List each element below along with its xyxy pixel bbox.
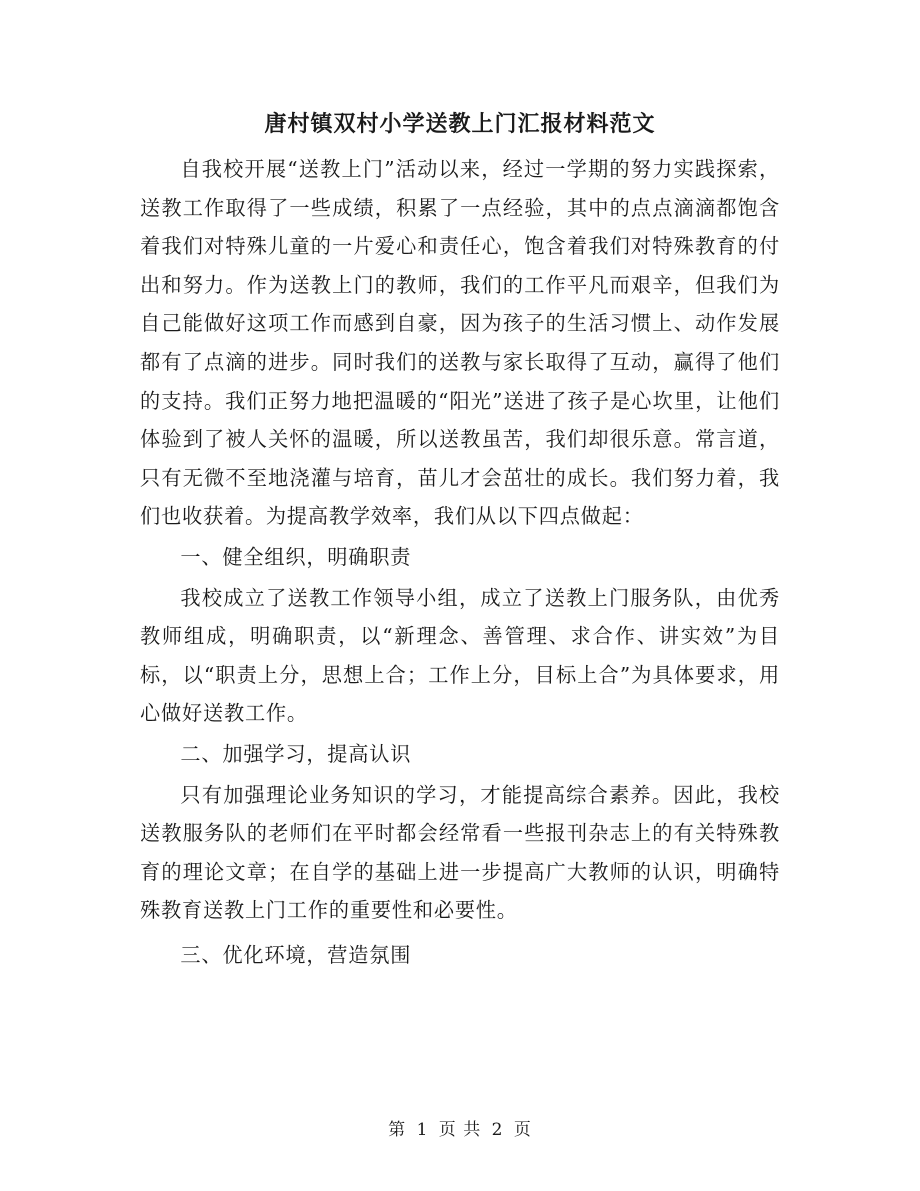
page-footer — [0, 1118, 920, 1142]
section-heading-3: 三、优化环境，营造氛围 — [180, 942, 412, 967]
document-title: 唐村镇双村小学送教上门汇报材料范文 — [264, 111, 656, 137]
page-label-suffix: 页 — [513, 1120, 532, 1140]
page-label-prefix: 第 — [388, 1120, 407, 1140]
current-page-number: 1 — [416, 1120, 429, 1140]
document-body — [140, 150, 780, 974]
section-heading-1: 一、健全组织，明确职责 — [180, 544, 412, 569]
page-label-mid: 页 共 — [438, 1120, 482, 1140]
section-2-paragraph: 只有加强理论业务知识的学习，才能提高综合素养。因此，我校送教服务队的老师们在平时都会经常看一些报刊杂志上的有关特殊教育的理论文章；在自学的基础上进一步提高广大教师的认识，明确特殊教育送教上门工作的重要性和必要性。 — [140, 782, 780, 923]
section-1-paragraph: 我校成立了送教工作领导小组，成立了送教上门服务队，由优秀教师组成，明确职责，以“新理念、善管理、求合作、讲实效”为目标，以“职责上分，思想上合；工作上分，目标上合”为具体要求，用心做好送教工作。 — [140, 585, 780, 726]
section-heading-2: 二、加强学习，提高认识 — [180, 741, 412, 766]
total-pages-number: 2 — [491, 1120, 504, 1140]
intro-paragraph: 自我校开展“送教上门”活动以来，经过一学期的努力实践探索，送教工作取得了一些成绩，积累了一点经验，其中的点点滴滴都饱含着我们对特殊儿童的一片爱心和责任心，饱含着我们对特殊教育的付出和努力。作为送教上门的教师，我们的工作平凡而艰辛，但我们为自己能做好这项工作而感到自豪，因为孩子的生活习惯上、动作发展都有了点滴的进步。同时我们的送教与家长取得了互动，赢得了他们的支持。我们正努力地把温暖的“阳光”送进了孩子是心坎里，让他们体验到了被人关怀的温暖，所以送教虽苦，我们却很乐意。常言道，只有无微不至地浇灌与培育，苗儿才会茁壮的成长。我们努力着，我们也收获着。为提高教学效率，我们从以下四点做起： — [140, 157, 780, 529]
